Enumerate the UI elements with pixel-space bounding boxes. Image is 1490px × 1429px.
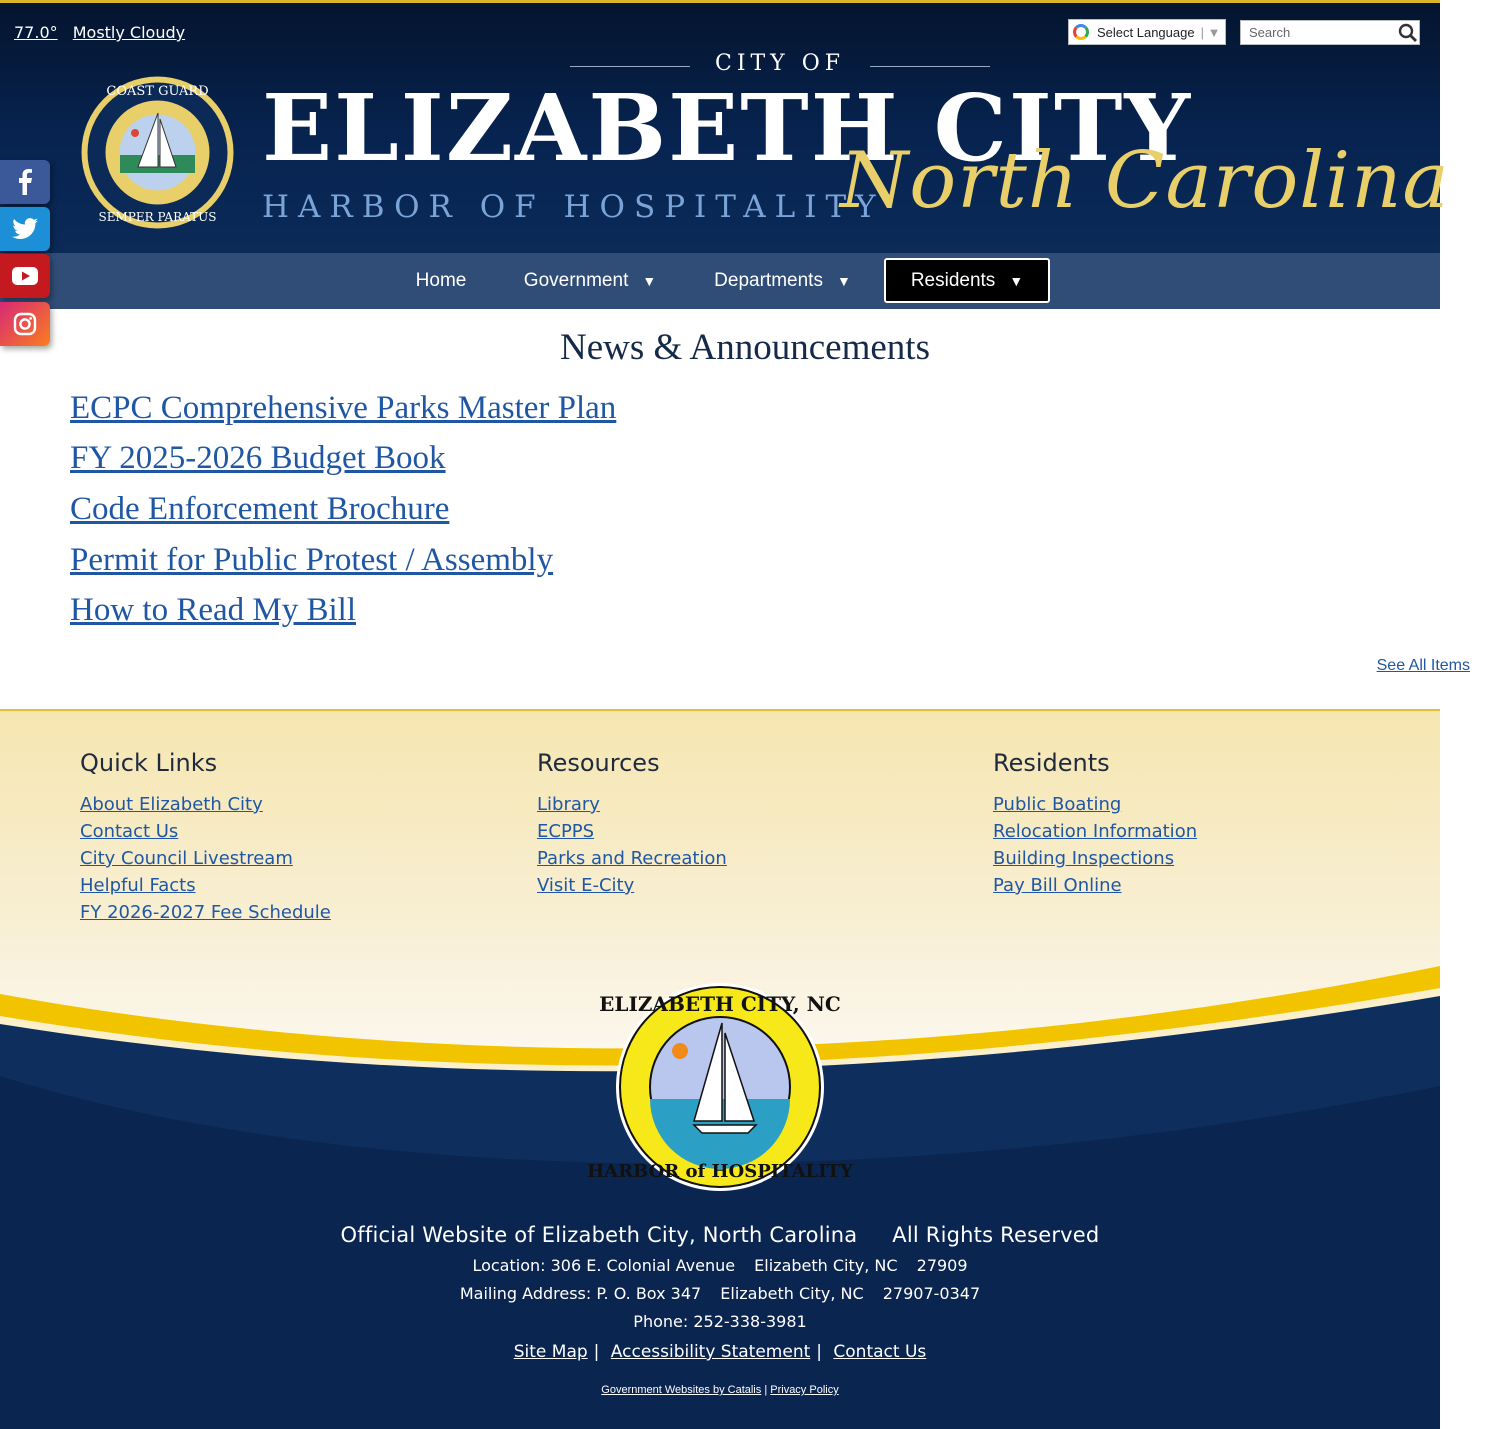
separator: | (764, 1384, 768, 1396)
nav-departments-label: Departments (714, 269, 823, 291)
privacy-policy-link[interactable]: Privacy Policy (770, 1384, 839, 1396)
footer-link[interactable]: About Elizabeth City (80, 794, 263, 815)
svg-text:COAST GUARD: COAST GUARD (106, 84, 209, 99)
phone-line: Phone: 252-338-3981 (633, 1312, 807, 1331)
facebook-icon (14, 169, 36, 195)
contact-us-link[interactable]: Contact Us (833, 1342, 927, 1362)
mailing-city: Elizabeth City, NC (720, 1284, 864, 1303)
nav-residents-label: Residents (910, 269, 996, 291)
footer-link[interactable]: Visit E-City (537, 875, 635, 896)
footer-link[interactable]: FY 2026-2027 Fee Schedule (80, 902, 331, 923)
news-link[interactable]: ECPC Comprehensive Parks Master Plan (70, 390, 617, 426)
youtube-button[interactable] (0, 254, 50, 298)
footer-link[interactable]: Building Inspections (993, 848, 1175, 869)
language-label: Select Language (1097, 24, 1195, 40)
nav-home-label: Home (415, 269, 467, 291)
news-heading: News & Announcements (560, 327, 930, 368)
nav-item-departments[interactable] (700, 258, 865, 303)
caret-down-icon: ▼ (642, 272, 657, 289)
search-input[interactable]: Search (1240, 20, 1420, 45)
site-header (0, 0, 1450, 253)
footer-link[interactable]: Pay Bill Online (993, 875, 1122, 896)
news-link[interactable]: How to Read My Bill (70, 592, 356, 628)
nav-item-residents[interactable] (884, 258, 1050, 303)
footer-link[interactable]: Helpful Facts (80, 875, 196, 896)
state-script: North Carolina (840, 136, 1450, 226)
footer-link[interactable]: Contact Us (80, 821, 179, 842)
facebook-button[interactable] (0, 160, 50, 204)
footer-link[interactable]: Library (537, 794, 600, 815)
nav-item-home[interactable] (400, 258, 482, 303)
site-title[interactable]: ELIZABETH CITY (262, 74, 1193, 182)
language-select[interactable] (1068, 19, 1226, 45)
footer-official (0, 1223, 1440, 1247)
nav-item-government[interactable] (510, 258, 670, 303)
chevron-down-icon: | ▼ (1200, 24, 1221, 40)
resources-heading: Resources (537, 749, 660, 777)
quick-links-column (80, 749, 331, 926)
twitter-icon (12, 218, 38, 240)
caret-down-icon: ▼ (836, 272, 851, 289)
footer-link[interactable]: ECPPS (537, 821, 595, 842)
location-address: Location: 306 E. Colonial Avenue (472, 1256, 736, 1275)
twitter-button[interactable] (0, 207, 50, 251)
city-seal-logo[interactable] (80, 75, 235, 230)
residents-heading: Residents (993, 749, 1110, 777)
main-nav (0, 253, 1440, 309)
footer-link[interactable]: Public Boating (993, 794, 1122, 815)
residents-column (993, 749, 1197, 899)
rights-text: All Rights Reserved (892, 1223, 1100, 1247)
nav-government-label: Government (523, 269, 629, 291)
weather-widget[interactable] (14, 23, 195, 42)
footer-links (0, 1342, 1440, 1362)
svg-text:HARBOR of HOSPITALITY: HARBOR of HOSPITALITY (587, 1161, 853, 1182)
location-city: Elizabeth City, NC (754, 1256, 898, 1275)
location-zip: 27909 (916, 1256, 968, 1275)
mailing-line (0, 1284, 1440, 1303)
official-site-text: Official Website of Elizabeth City, North Carolina (340, 1223, 858, 1247)
site-tagline: HARBOR OF HOSPITALITY (262, 189, 885, 225)
footer-info (0, 1223, 1440, 1396)
separator: | (593, 1342, 600, 1362)
svg-text:SEMPER PARATUS: SEMPER PARATUS (98, 210, 217, 224)
vendor-credit-link[interactable]: Government Websites by Catalis (601, 1384, 762, 1396)
news-link[interactable]: FY 2025-2026 Budget Book (70, 440, 446, 476)
footer-link[interactable]: Relocation Information (993, 821, 1198, 842)
footer-link[interactable]: City Council Livestream (80, 848, 293, 869)
caret-down-icon: ▼ (1009, 272, 1024, 289)
site-footer (0, 709, 1440, 1427)
search-icon[interactable] (1398, 23, 1418, 43)
separator: | (816, 1342, 822, 1362)
news-link[interactable]: Permit for Public Protest / Assembly (70, 542, 554, 578)
google-icon (1073, 24, 1089, 40)
svg-text:ELIZABETH CITY, NC: ELIZABETH CITY, NC (599, 992, 841, 1016)
weather-desc[interactable]: Mostly Cloudy (72, 23, 186, 42)
see-all-link[interactable]: See All Items (1376, 657, 1470, 674)
mailing-zip: 27907-0347 (882, 1284, 981, 1303)
accessibility-link[interactable]: Accessibility Statement (610, 1342, 811, 1362)
city-seal-logo[interactable] (587, 981, 853, 1193)
quick-links-heading: Quick Links (80, 749, 218, 777)
location-line (0, 1256, 1440, 1275)
resources-column (537, 749, 727, 899)
city-of-label: CITY OF (570, 51, 990, 76)
footer-link[interactable]: Parks and Recreation (537, 848, 727, 869)
news-link[interactable]: Code Enforcement Brochure (70, 491, 450, 527)
mailing-address: Mailing Address: P. O. Box 347 (459, 1284, 702, 1303)
footer-credit (0, 1384, 1440, 1396)
youtube-icon (12, 266, 38, 286)
site-map-link[interactable]: Site Map (513, 1342, 588, 1362)
weather-temp[interactable]: 77.0° (14, 23, 58, 42)
